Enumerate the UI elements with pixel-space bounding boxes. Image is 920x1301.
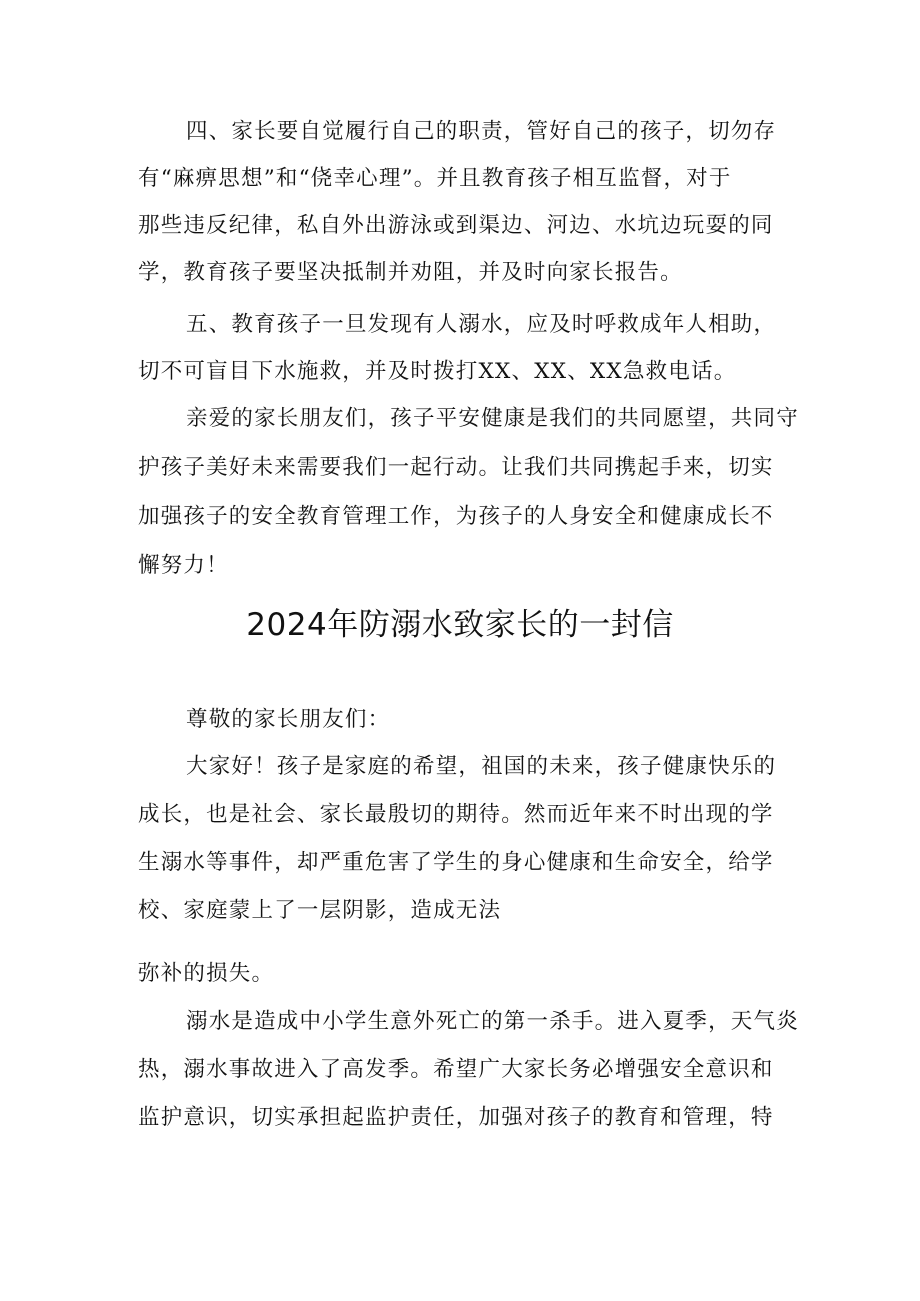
text-line: 大家好！孩子是家庭的希望，祖国的未来，孩子健康快乐的 xyxy=(186,754,777,779)
letter-title: 2024年防溺水致家长的一封信 xyxy=(246,607,674,643)
text-line: 懈努力！ xyxy=(138,553,229,578)
text-line: 溺水是造成中小学生意外死亡的第一杀手。进入夏季，天气炎 xyxy=(186,1009,799,1034)
text-line: 护孩子美好未来需要我们一起行动。让我们共同携起手来，切实 xyxy=(138,455,774,480)
text-line: 生溺水等事件，却严重危害了学生的身心健康和生命安全，给学 xyxy=(138,850,774,875)
text-line: 弥补的损失。 xyxy=(138,961,275,986)
text-line: 监护意识，切实承担起监护责任，加强对孩子的教育和管理，特 xyxy=(138,1105,774,1130)
text-line: 五、教育孩子一旦发现有人溺水，应及时呼救成年人相助， xyxy=(186,312,777,337)
text-line: 成长，也是社会、家长最殷切的期待。然而近年来不时出现的学 xyxy=(138,802,774,827)
text-line: 四、家长要自觉履行自己的职责，管好自己的孩子，切勿存 xyxy=(186,119,777,144)
text-line: 有“麻痹思想”和“侥幸心理”。并且教育孩子相互监督，对于 xyxy=(138,166,732,191)
text-line: 学，教育孩子要坚决抵制并劝阻，并及时向家长报告。 xyxy=(138,260,683,285)
text-line: 切不可盲目下水施救，并及时拨打XX、XX、XX急救电话。 xyxy=(138,359,737,384)
letter-salutation: 尊敬的家长朋友们： xyxy=(186,707,391,732)
text-line: 热，溺水事故进入了高发季。希望广大家长务必增强安全意识和 xyxy=(138,1057,774,1082)
text-line: 亲爱的家长朋友们，孩子平安健康是我们的共同愿望，共同守 xyxy=(186,406,799,431)
text-line: 那些违反纪律，私自外出游泳或到渠边、河边、水坑边玩耍的同 xyxy=(138,213,774,238)
text-line: 加强孩子的安全教育管理工作，为孩子的人身安全和健康成长不 xyxy=(138,504,774,529)
text-line: 校、家庭蒙上了一层阴影，造成无法 xyxy=(138,898,502,923)
